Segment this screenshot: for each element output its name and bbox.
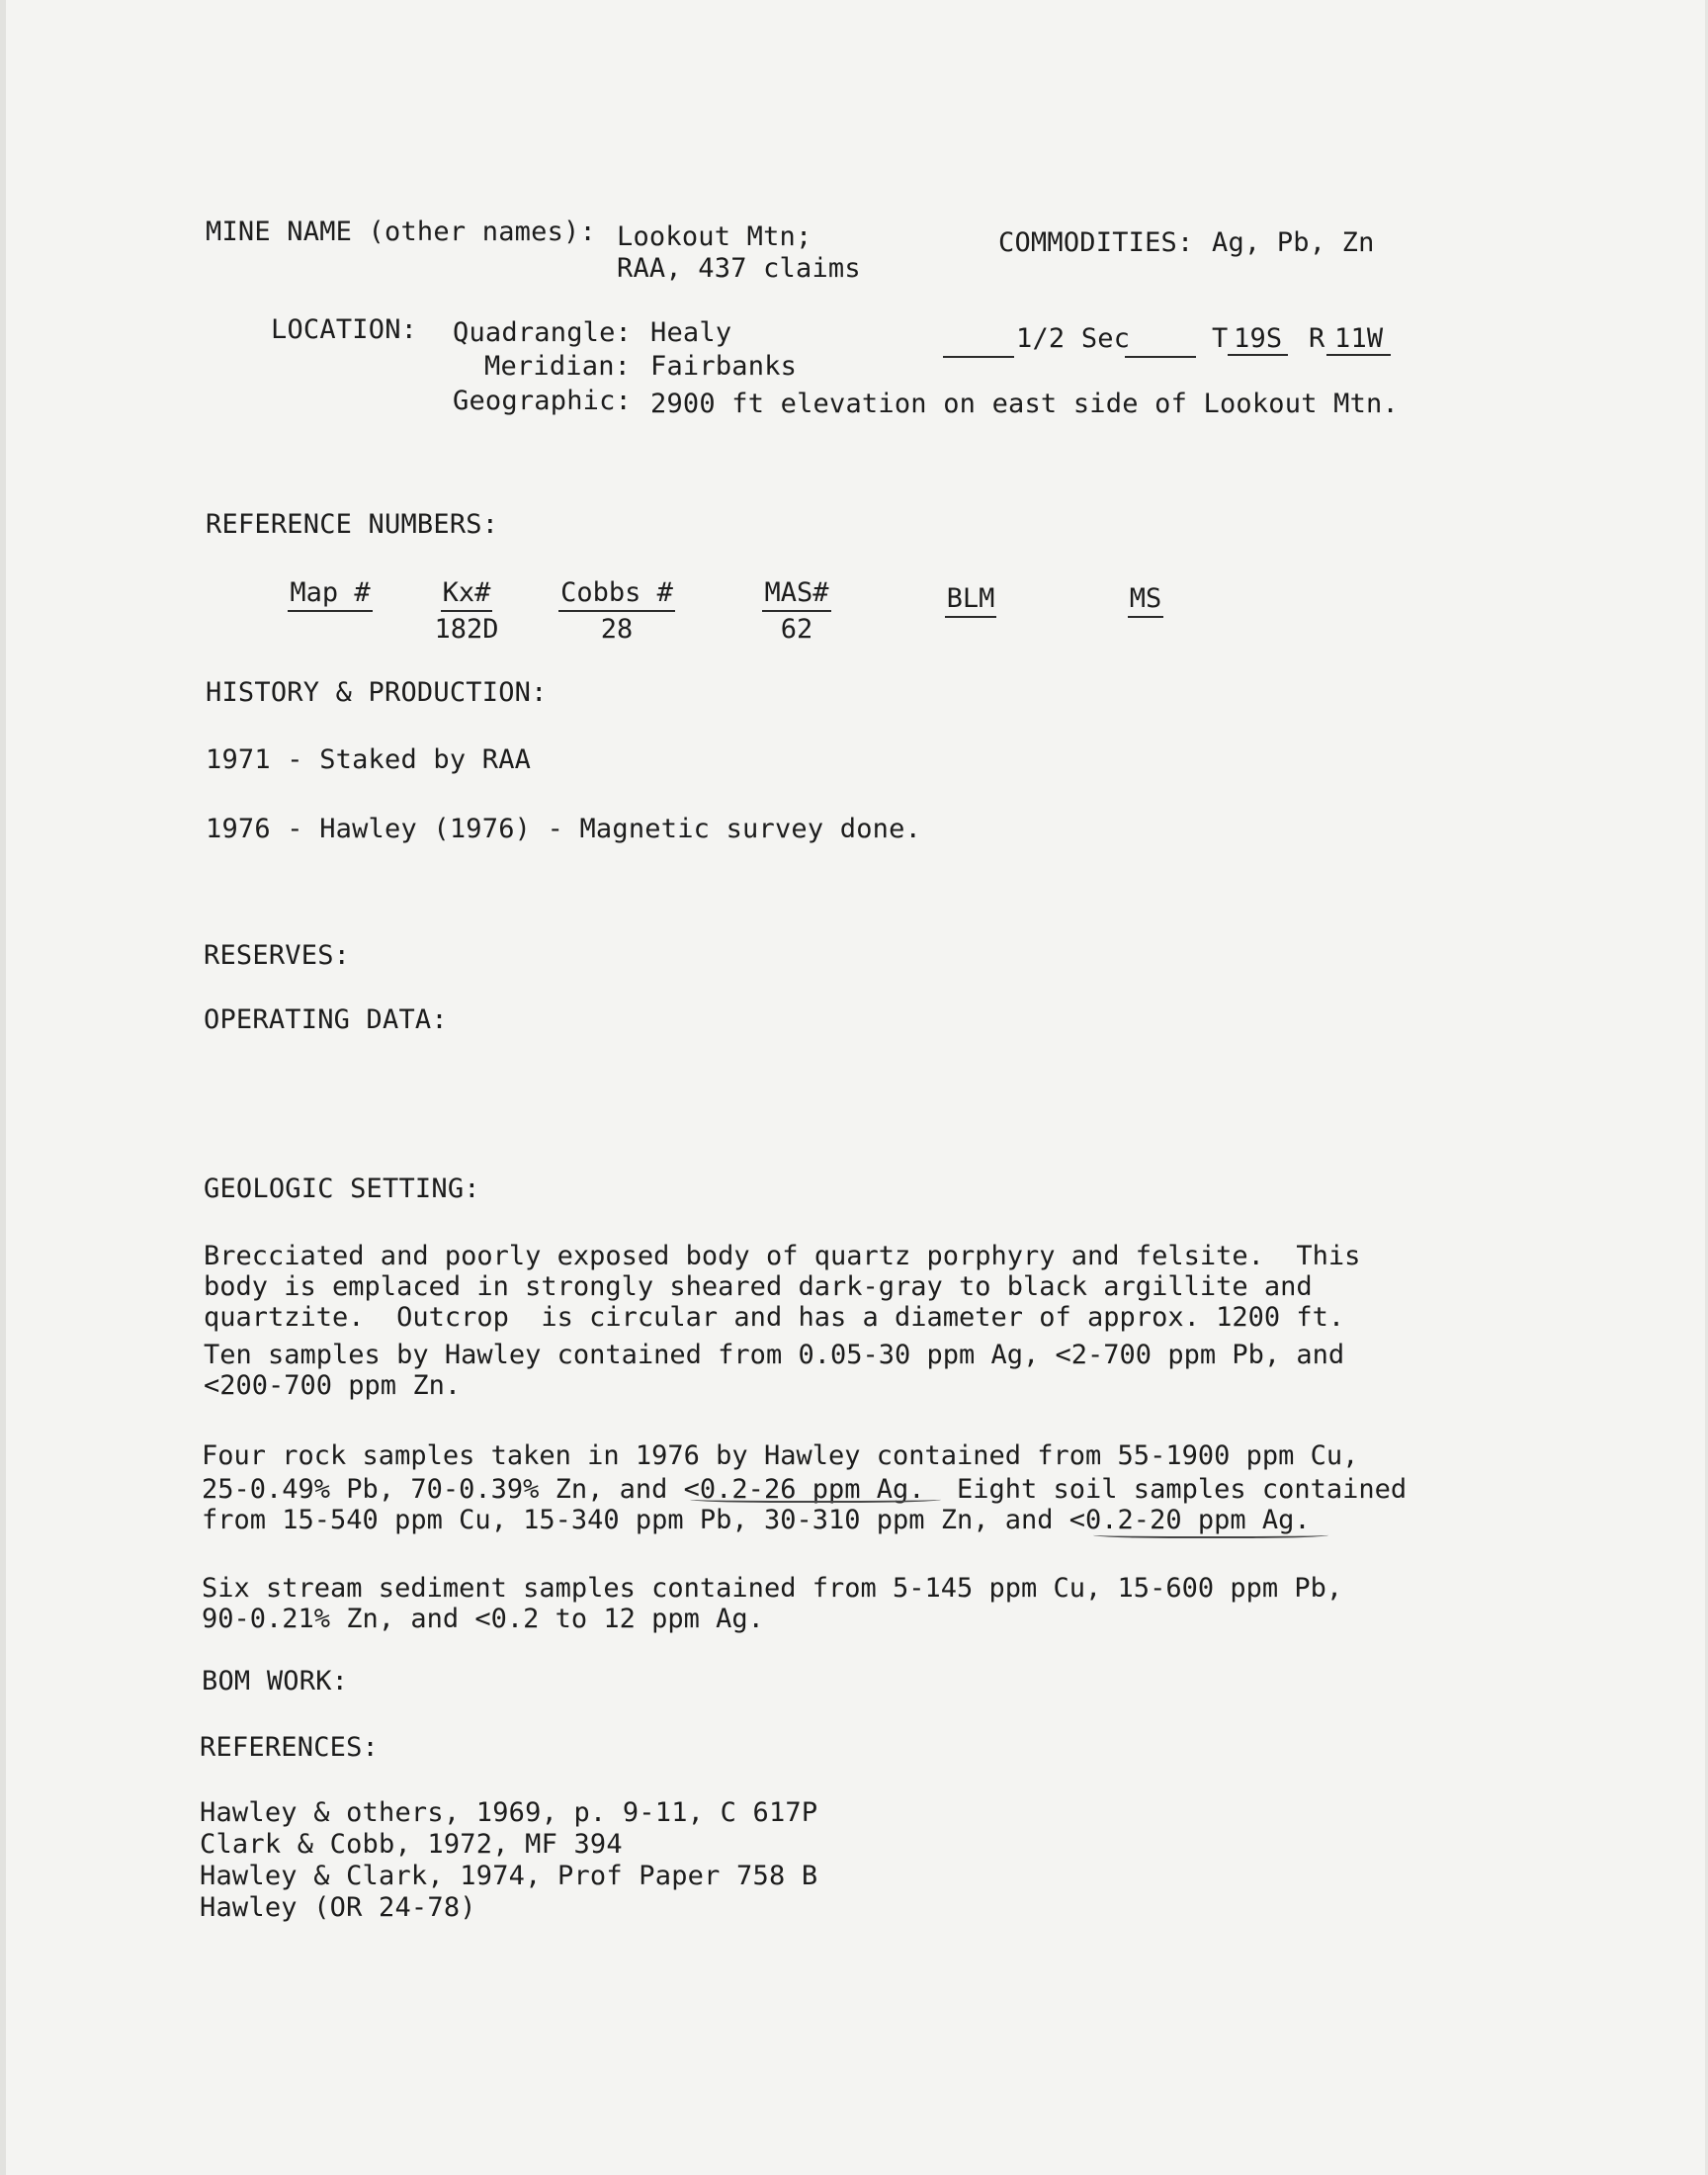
ref-kx-value: 182D [434, 614, 499, 645]
quadrangle-value: Healy [650, 317, 732, 348]
meridian-value: Fairbanks [650, 351, 798, 382]
geologic-setting-label: GEOLOGIC SETTING: [204, 1174, 480, 1204]
handwritten-underline-2 [1093, 1530, 1328, 1538]
ref-cobbs-value: 28 [600, 614, 634, 645]
geographic-label: Geographic: [453, 386, 633, 416]
half-sec-blank [943, 356, 1014, 358]
reference-item: Hawley & others, 1969, p. 9-11, C 617P [200, 1797, 818, 1828]
ref-cobbs-header: Cobbs # [558, 577, 675, 612]
bom-work-label: BOM WORK: [202, 1666, 349, 1696]
geologic-para1-line2: body is emplaced in strongly sheared dark-gray to black argillite and [204, 1271, 1313, 1302]
operating-data-label: OPERATING DATA: [204, 1004, 448, 1035]
ref-mas-value: 62 [780, 614, 813, 645]
range-value: 11W [1326, 323, 1391, 356]
location-label: LOCATION: [271, 314, 418, 345]
history-entry-1976: 1976 - Hawley (1976) - Magnetic survey done. [206, 814, 922, 844]
reference-item: Hawley & Clark, 1974, Prof Paper 758 B [200, 1861, 818, 1891]
references-label: REFERENCES: [200, 1732, 380, 1763]
township-value: 19S [1228, 323, 1288, 356]
ref-mas [757, 577, 836, 645]
reference-item: Hawley (OR 24-78) [200, 1892, 476, 1923]
geologic-para3-line2: 90-0.21% Zn, and <0.2 to 12 ppm Ag. [202, 1604, 764, 1634]
ref-blm [939, 583, 1002, 620]
geologic-para1-line5: <200-700 ppm Zn. [204, 1370, 462, 1401]
handwritten-underline-1 [690, 1495, 941, 1503]
quadrangle-label: Quadrangle: [453, 317, 633, 348]
meridian-label: Meridian: [484, 351, 632, 382]
township-label: T [1212, 323, 1229, 354]
reserves-label: RESERVES: [204, 940, 351, 971]
ref-mas-header: MAS# [762, 577, 830, 612]
geologic-para2-line3: from 15-540 ppm Cu, 15-340 ppm Pb, 30-310 ppm Zn, and <0.2-20 ppm Ag. [202, 1505, 1311, 1535]
ref-kx-header: Kx# [441, 577, 493, 612]
ref-ms-header: MS [1128, 583, 1164, 618]
geographic-value: 2900 ft elevation on east side of Lookout Mtn. [650, 389, 1399, 419]
commodities-value: Ag, Pb, Zn [1212, 227, 1375, 258]
commodities-label: COMMODITIES: [998, 227, 1194, 258]
mine-name-label: MINE NAME (other names): [206, 217, 596, 247]
ref-map [283, 577, 378, 614]
reference-numbers-label: REFERENCE NUMBERS: [206, 509, 499, 540]
ref-kx [429, 577, 504, 645]
sec-blank [1125, 356, 1196, 358]
geologic-para2-line1: Four rock samples taken in 1976 by Hawley contained from 55-1900 ppm Cu, [202, 1440, 1359, 1471]
mine-name-line2: RAA, 437 claims [617, 253, 861, 284]
geologic-para1-line4: Ten samples by Hawley contained from 0.05-30 ppm Ag, <2-700 ppm Pb, and [204, 1340, 1345, 1370]
range-label: R [1309, 323, 1325, 354]
ref-map-header: Map # [288, 577, 372, 612]
geologic-para3-line1: Six stream sediment samples contained from 5-145 ppm Cu, 15-600 ppm Pb, [202, 1573, 1343, 1604]
half-sec-label: 1/2 Sec [1016, 323, 1131, 354]
mine-name-line1: Lookout Mtn; [617, 221, 812, 252]
ref-blm-header: BLM [945, 583, 997, 618]
history-label: HISTORY & PRODUCTION: [206, 677, 548, 708]
ref-ms [1121, 583, 1170, 620]
geologic-para1-line3: quartzite. Outcrop is circular and has a diameter of approx. 1200 ft. [204, 1302, 1345, 1333]
ref-cobbs [550, 577, 684, 645]
history-entry-1971: 1971 - Staked by RAA [206, 744, 532, 775]
geologic-para2-line2: 25-0.49% Pb, 70-0.39% Zn, and <0.2-26 ppm Ag. Eight soil samples contained [202, 1474, 1408, 1505]
geologic-para1-line1: Brecciated and poorly exposed body of quartz porphyry and felsite. This [204, 1241, 1361, 1271]
reference-item: Clark & Cobb, 1972, MF 394 [200, 1829, 623, 1860]
